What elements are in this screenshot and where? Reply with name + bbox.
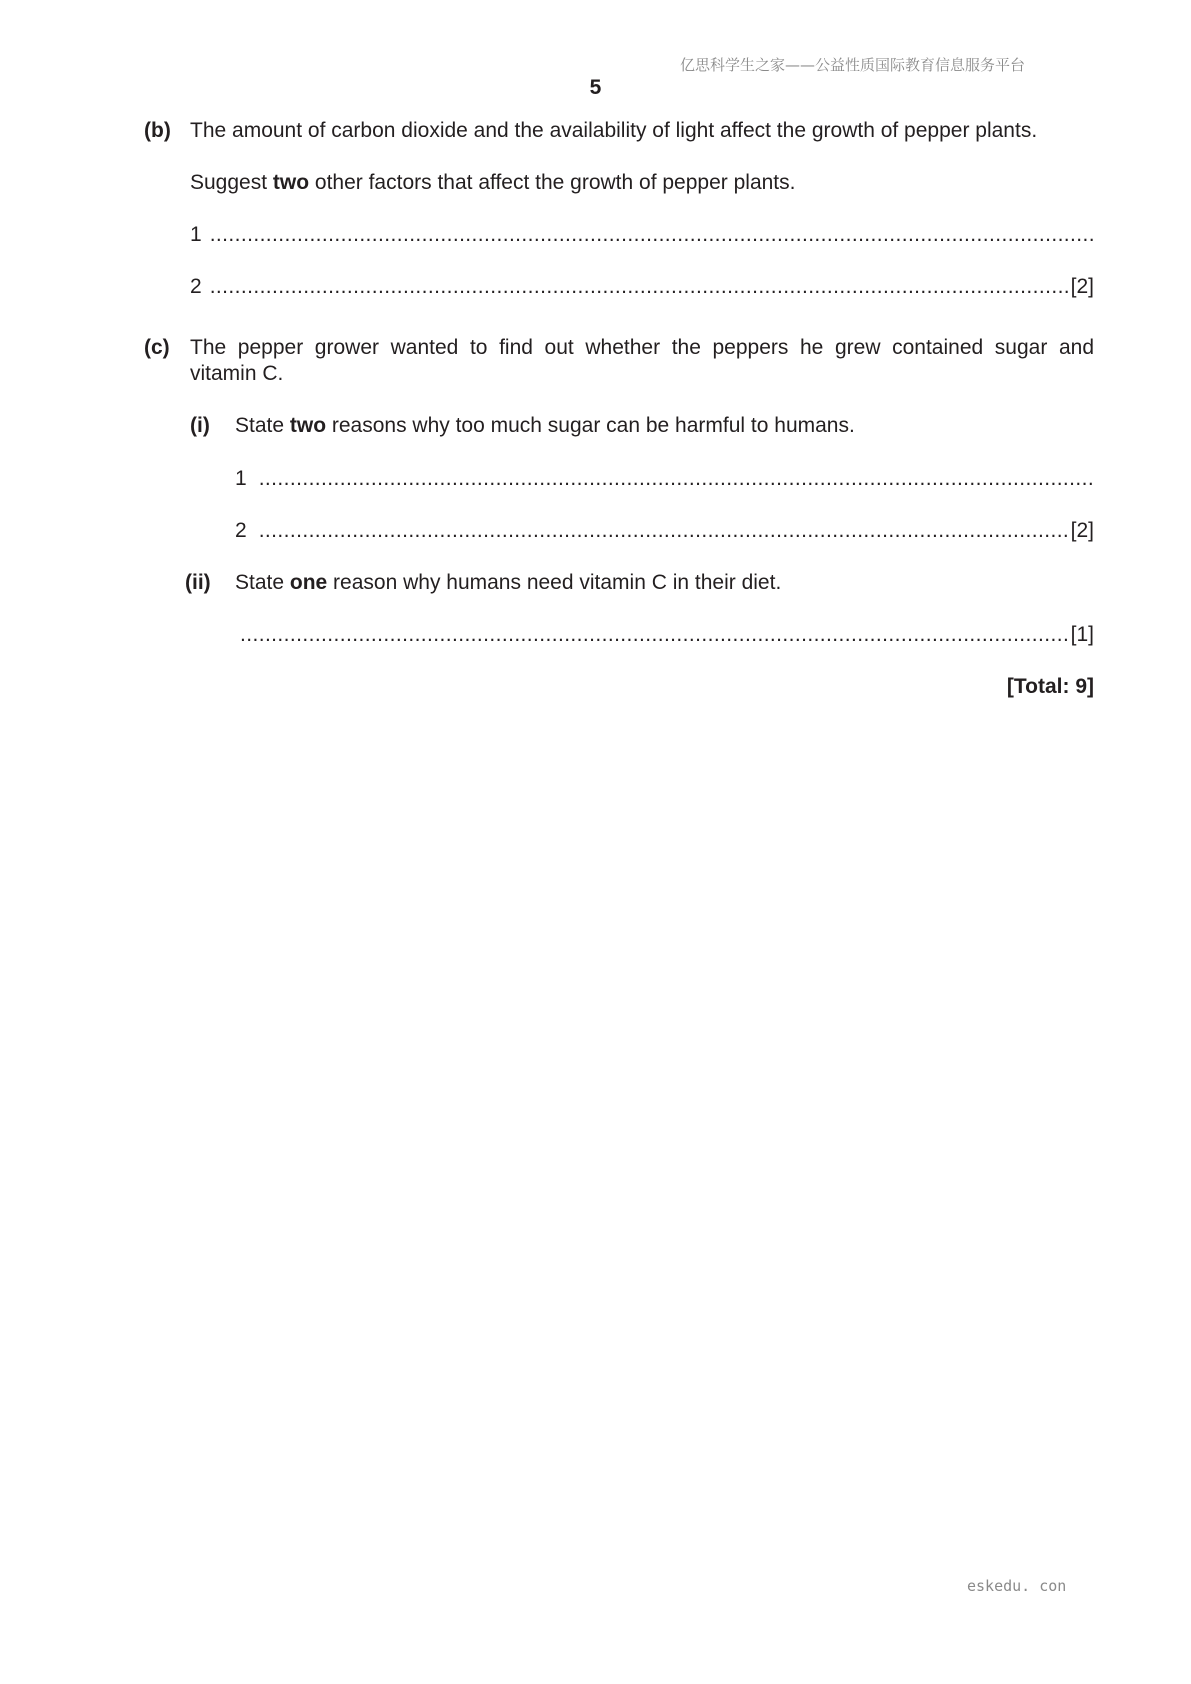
sub-i-prefix: State: [235, 414, 290, 437]
sub-ii-label: (ii): [185, 571, 211, 594]
part-c-stem-line-2: vitamin C.: [190, 362, 284, 385]
sub-i-label: (i): [190, 414, 210, 437]
marks: [2]: [1070, 275, 1094, 298]
part-c-label: (c): [144, 336, 170, 359]
answer-dots[interactable]: [240, 622, 1071, 648]
answer-dots[interactable]: [259, 518, 1071, 544]
part-b-label: (b): [144, 119, 171, 142]
part-b-instruction-bold: two: [272, 171, 310, 194]
watermark-top: 亿思科学生之家——公益性质国际教育信息服务平台: [680, 56, 1026, 74]
part-b-stem: The amount of carbon dioxide and the availability of light affect the growth of pepper plants.: [190, 119, 1038, 142]
watermark-bottom: eskedu. con: [967, 1577, 1067, 1595]
answer-dots[interactable]: [210, 274, 1071, 300]
sub-ii-suffix: reason why humans need vitamin C in their diet.: [327, 571, 782, 594]
marks: [1]: [1070, 623, 1094, 646]
sub-i-suffix: reasons why too much sugar can be harmful to humans.: [326, 414, 855, 437]
part-b-answer-line-1[interactable]: [190, 222, 1094, 248]
line-number: 2: [190, 275, 202, 298]
part-c-stem-line-1: The pepper grower wanted to find out whether the peppers he grew contained sugar and: [190, 336, 1094, 359]
sub-i-question: [235, 413, 855, 439]
total-marks: [Total: 9]: [1006, 675, 1094, 698]
part-b-instruction-suffix: other factors that affect the growth of pepper plants.: [309, 171, 796, 194]
part-b-instruction-prefix: Suggest: [190, 171, 273, 194]
sub-i-answer-line-1[interactable]: [235, 466, 1094, 492]
sub-ii-prefix: State: [235, 571, 290, 594]
line-number: 1: [235, 467, 247, 490]
line-number: 1: [190, 223, 202, 246]
part-b-answer-line-2[interactable]: [190, 274, 1094, 300]
sub-i-answer-line-2[interactable]: [235, 518, 1094, 544]
part-b-instruction: [190, 170, 795, 196]
line-number: 2: [235, 519, 247, 542]
answer-dots[interactable]: [259, 466, 1094, 492]
page-number: 5: [589, 76, 602, 99]
sub-ii-question: [235, 570, 781, 596]
answer-dots[interactable]: [210, 222, 1094, 248]
marks: [2]: [1070, 519, 1094, 542]
sub-ii-bold: one: [289, 571, 328, 594]
sub-ii-answer-line[interactable]: [240, 622, 1094, 648]
sub-i-bold: two: [289, 414, 327, 437]
